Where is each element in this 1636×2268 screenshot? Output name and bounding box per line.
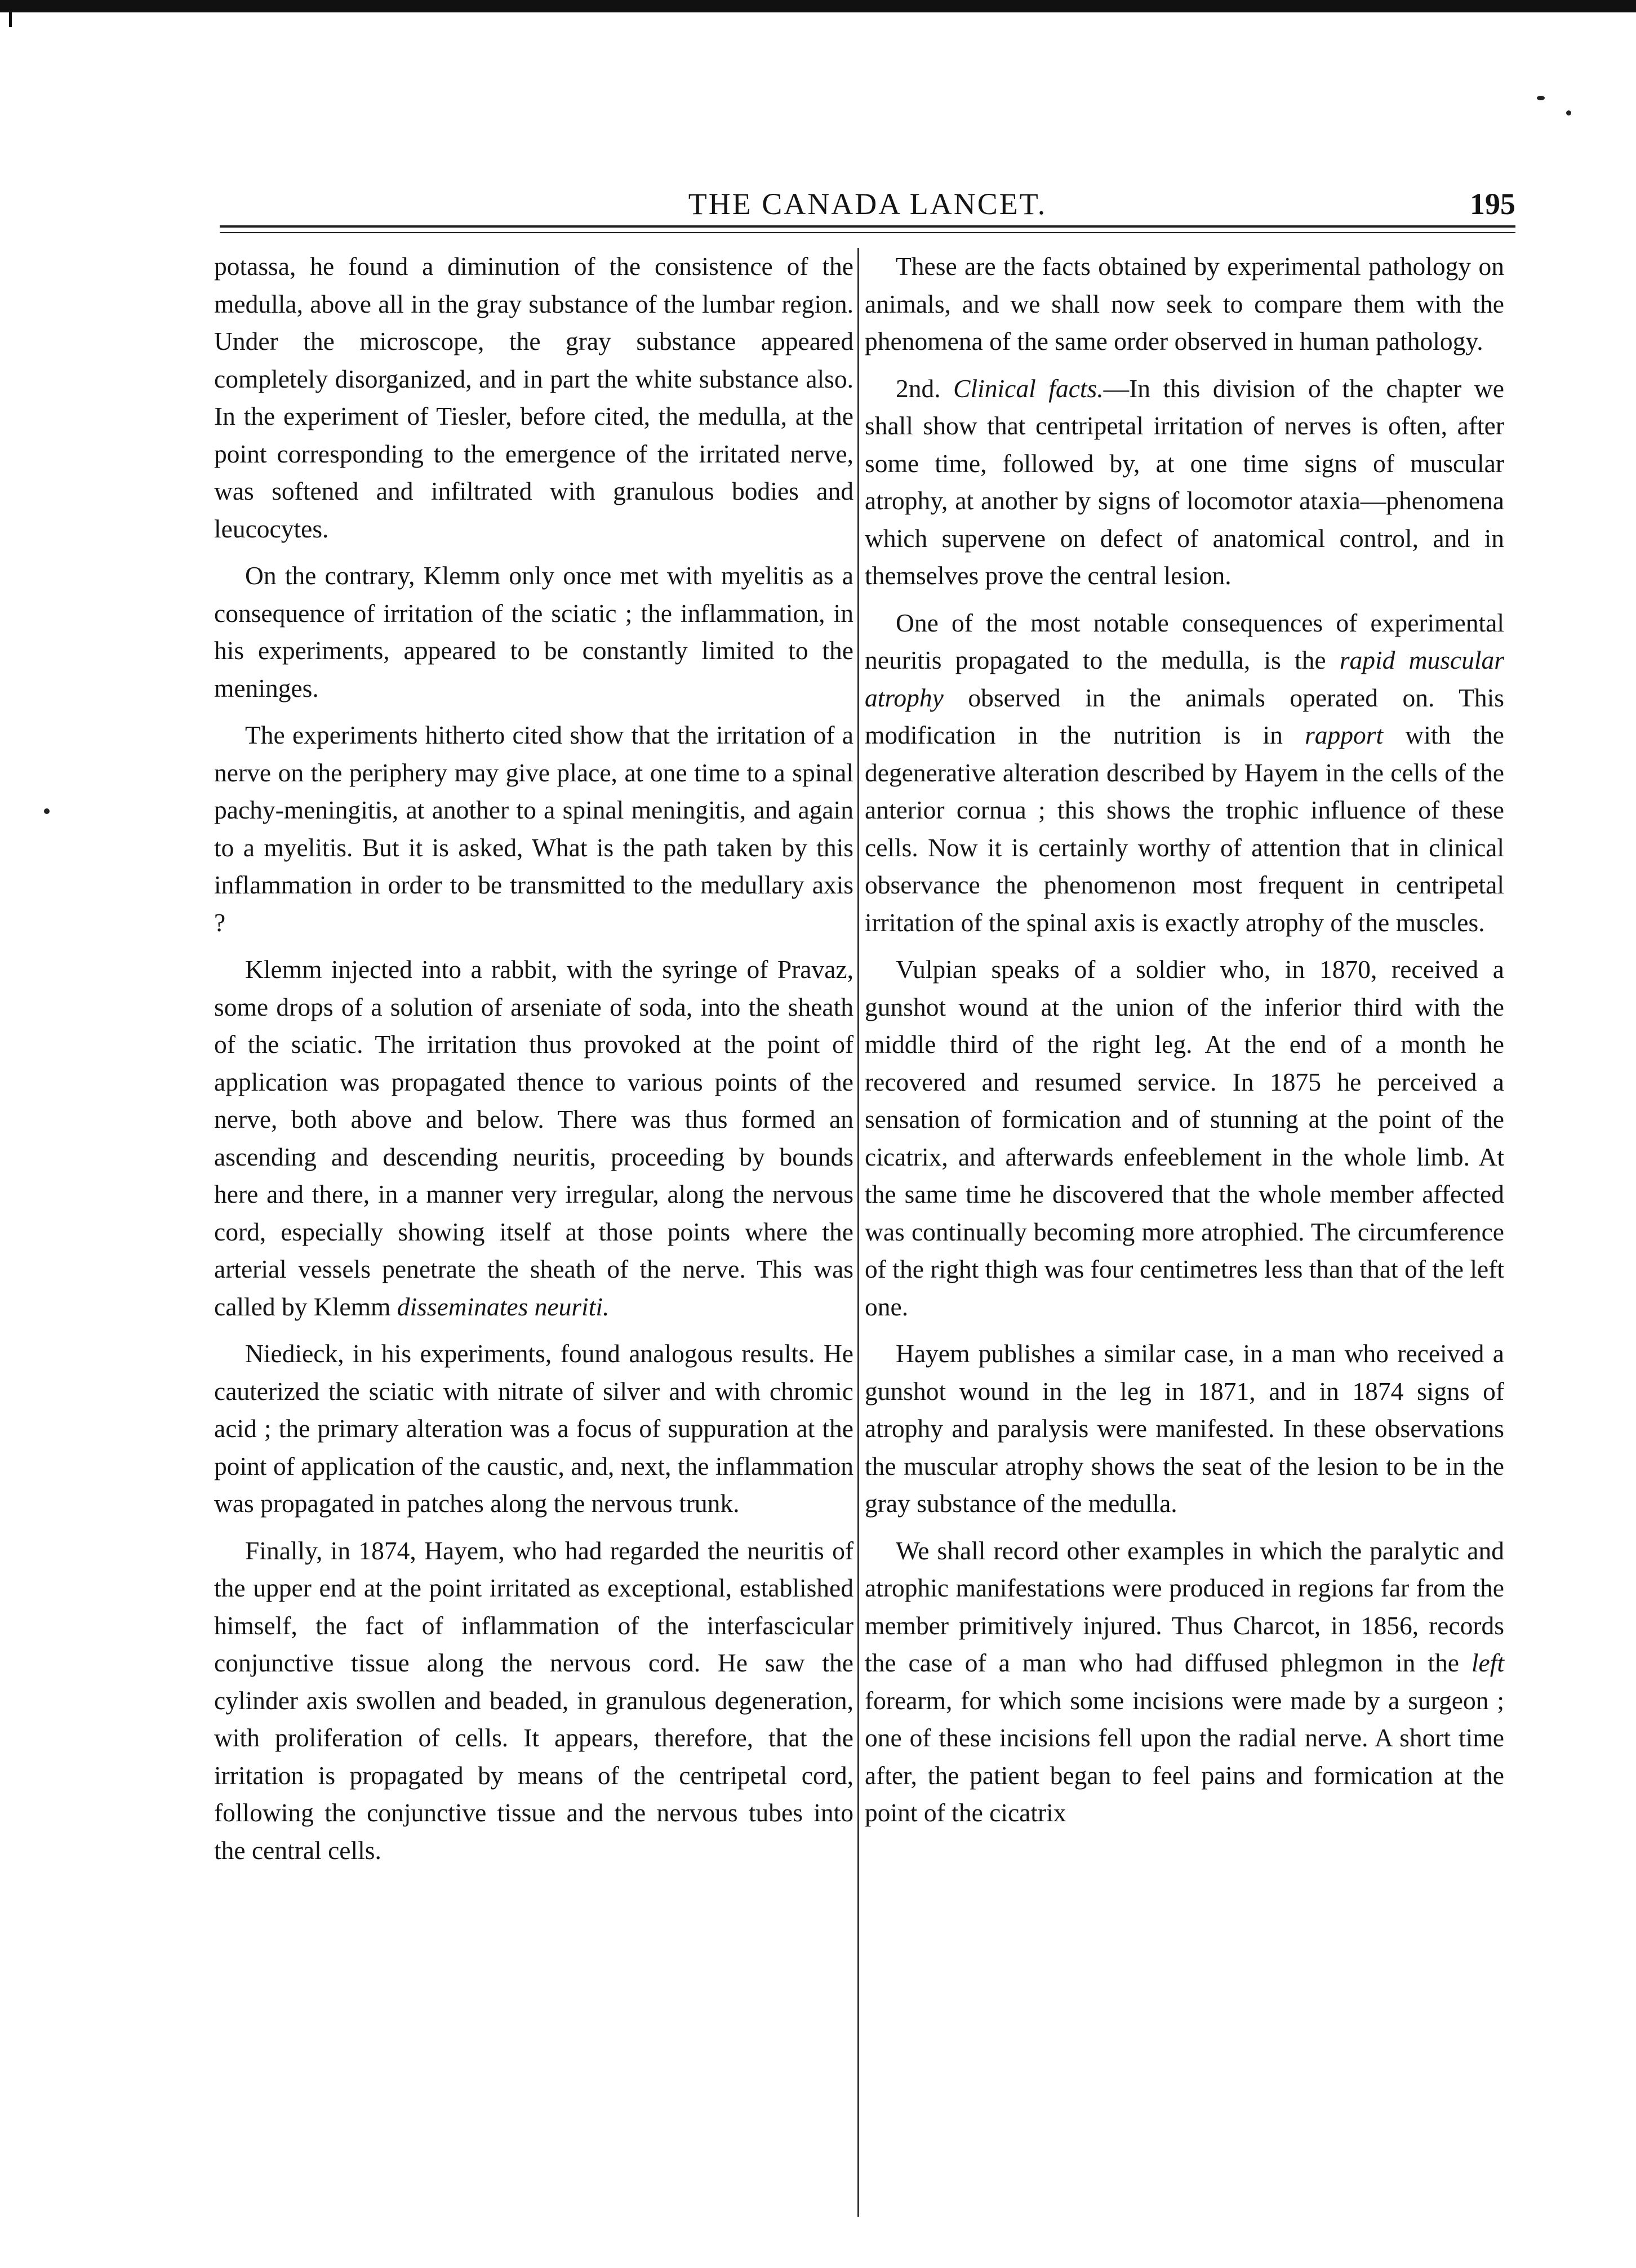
section-heading: Clinical facts. <box>953 373 1104 403</box>
running-header <box>220 186 1515 225</box>
paragraph: potassa, he found a diminution of the consistence of the medulla, above all in the gray substance of the lumbar region. Under the microscope, the gray substance appeared completely disorganized, and in part the white substance also. In the experiment of Tiesler, before cited, the medulla, at the point corresponding to the emergence of the irritated nerve, was softened and infiltrated with granulous bodies and leucocytes. <box>214 252 853 543</box>
left-column <box>214 248 853 1879</box>
italic-term: rapport <box>1305 721 1384 749</box>
journal-title: THE CANADA LANCET. <box>688 187 1047 221</box>
paragraph-text: 2nd. <box>896 373 954 403</box>
paragraph <box>865 604 1504 942</box>
paragraph-text: with the degenerative alteration described by Hayem in the cells of the anterior cornua ; this shows the trophic influence of these cells. Now it is certainly worthy of attention that in clinical observance the phenomenon most frequent in centripetal irritation of the spinal axis is exactly atrophy of the muscles. <box>865 721 1504 937</box>
page-number: 195 <box>1470 187 1515 221</box>
italic-term: disseminates neuriti. <box>397 1292 610 1321</box>
paragraph: On the contrary, Klemm only once met with myelitis as a consequence of irritation of the sciatic ; the inflammation, in his experiments, appeared to be constantly limited to the meninges. <box>214 561 853 702</box>
paragraph: Hayem publishes a similar case, in a man who received a gunshot wound in the leg in 1871, and in 1874 signs of atrophy and paralysis were manifested. In these observations the muscular atrophy shows the seat of the lesion to be in the gray substance of the medulla. <box>865 1339 1504 1518</box>
scan-speck <box>1566 110 1571 115</box>
paragraph: Finally, in 1874, Hayem, who had regarded the neuritis of the upper end at the point irritated as exceptional, established himself, the fact of inflammation of the interfascicular conjunctive tissue along the nervous cord. He saw the cylinder axis swollen and beaded, in granulous degeneration, with proliferation of cells. It appears, therefore, that the irritation is propagated by means of the centripetal cord, following the conjunctive tissue and the nervous tubes into the central cells. <box>214 1536 853 1865</box>
paragraph: The experiments hitherto cited show that the irritation of a nerve on the periphery may give place, at one time to a spinal pachy-meningitis, at another to a spinal meningitis, and again to a myelitis. But it is asked, What is the path taken by this inflammation in order to be transmitted to the medullary axis ? <box>214 721 853 937</box>
column-divider <box>857 248 859 2217</box>
header-rule <box>220 225 1515 228</box>
right-column <box>865 248 1504 1842</box>
paragraph: These are the facts obtained by experimental pathology on animals, and we shall now seek to compare them with the phenomena of the same order observed in human pathology. <box>865 252 1504 355</box>
paragraph: Vulpian speaks of a soldier who, in 1870, received a gunshot wound at the union of the inferior third with the middle third of the right leg. At the end of a month he recovered and resumed service. In 1875 he perceived a sensation of formication and of stunning at the point of the cicatrix, and afterwards enfeeblement in the whole limb. At the same time he discovered that the whole member affected was continually becoming more atrophied. The circumference of the right thigh was four centimetres less than that of the left one. <box>865 955 1504 1321</box>
paragraph <box>214 951 853 1326</box>
paragraph-text: forearm, for which some incisions were made by a surgeon ; one of these incisions fell upon the radial nerve. A short time after, the patient began to feel pains and formication at the point of the cicatrix <box>865 1686 1504 1827</box>
scan-speck <box>1537 96 1545 100</box>
paragraph-text: Klemm injected into a rabbit, with the syringe of Pravaz, some drops of a solution of arseniate of soda, into the sheath of the sciatic. The irritation thus provoked at the point of application was propagated thence to various points of the nerve, both above and below. There was thus formed an ascending and descending neuritis, proceeding by bounds here and there, in a manner very irregular, along the nervous cord, especially showing itself at those points where the arterial vessels penetrate the sheath of the nerve. This was called by Klemm <box>214 955 853 1321</box>
paragraph <box>865 370 1504 595</box>
scan-top-border <box>0 0 1636 12</box>
scan-mark <box>9 11 12 27</box>
header-rule-thin <box>220 232 1515 233</box>
italic-term: left <box>1471 1648 1504 1677</box>
italic-term: rapid muscular atrophy <box>865 646 1504 712</box>
paragraph-text: One of the most notable consequences of experimental neuritis propagated to the medulla, is the <box>865 608 1504 674</box>
paragraph-text: We shall record other examples in which the paralytic and atrophic manifestations were produced in regions far from the member primitively injured. Thus Charcot, in 1856, records the case of a man who had diffused phlegmon in the <box>865 1536 1504 1677</box>
scan-speck <box>44 808 50 814</box>
paragraph <box>865 1532 1504 1832</box>
paragraph-text: observed in the animals operated on. This modification in the nutrition is in <box>865 683 1504 749</box>
paragraph-text: —In this division of the chapter we shall show that centripetal irritation of nerves is often, after some time, followed by, at one time signs of muscular atrophy, at another by signs of locomotor ataxia—phenomena which supervene on defect of anatomical control, and in themselves prove the central lesion. <box>865 373 1504 590</box>
paragraph: Niedieck, in his experiments, found analogous results. He cauterized the sciatic with nitrate of silver and with chromic acid ; the primary alteration was a focus of suppuration at the point of application of the caustic, and, next, the inflammation was propagated in patches along the nervous trunk. <box>214 1339 853 1518</box>
